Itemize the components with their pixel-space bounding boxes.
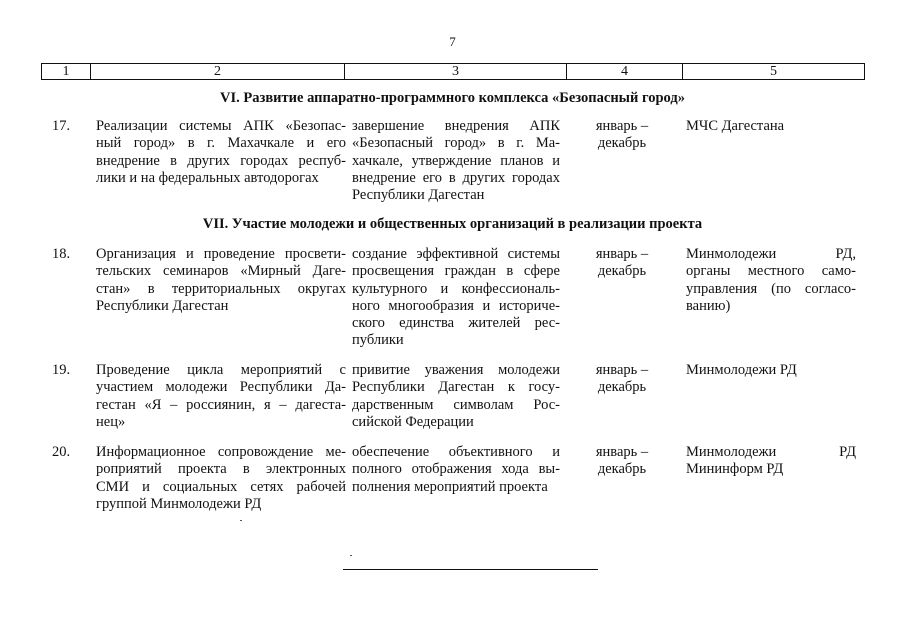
text-line: органы местного само- <box>686 263 856 280</box>
result-cell <box>352 444 560 496</box>
text-line: «Безопасный город» в г. Ма- <box>352 135 560 152</box>
text-line: Мининформ РД <box>686 461 784 478</box>
text-line: Республики Дагестан <box>352 187 485 204</box>
result-cell <box>352 362 560 431</box>
column-number-3: 3 <box>345 64 567 80</box>
text-line: дарственным символам Рос- <box>352 396 560 413</box>
text-line: ского единства жителей рес- <box>352 315 560 332</box>
text-line: Реализации системы АПК «Безопас- <box>96 118 346 134</box>
responsible-cell <box>686 246 856 315</box>
result-cell <box>352 246 560 350</box>
text-line: декабрь <box>597 379 647 396</box>
text-line: создание эффективной системы <box>352 246 560 262</box>
column-number-5: 5 <box>683 64 865 80</box>
period-cell <box>582 246 662 281</box>
text-line: январь – <box>595 362 649 378</box>
period-cell <box>582 444 662 479</box>
period-cell <box>582 118 662 153</box>
text-line: СМИ и социальных сетях рабочей <box>96 478 346 495</box>
text-line: культурного и конфессиональ- <box>352 280 560 297</box>
text-line: декабрь <box>597 135 647 152</box>
row-number: 18. <box>52 246 71 262</box>
row-number: 19. <box>52 362 71 378</box>
text-line: привитие уважения молодежи <box>352 362 560 378</box>
text-line: декабрь <box>597 263 647 280</box>
text-line: Информационное сопровождение ме- <box>96 444 346 460</box>
text-line: тельских семинаров «Мирный Даге- <box>96 263 346 280</box>
activity-cell <box>96 444 346 513</box>
result-cell <box>352 118 560 204</box>
text-line: внедрение в других городах респуб- <box>96 152 346 169</box>
text-line: ванию) <box>686 297 731 314</box>
activity-cell <box>96 118 346 187</box>
text-line: МЧС Дагестана <box>686 118 785 134</box>
column-number-2: 2 <box>91 64 345 80</box>
footer-rule <box>343 569 598 570</box>
text-line: хачкале, утверждение планов и <box>352 152 560 169</box>
text-line: группой Минмолодежи РД <box>96 495 262 512</box>
activity-cell <box>96 362 346 431</box>
row-number: 20. <box>52 444 71 460</box>
text-line: январь – <box>595 246 649 262</box>
text-line: ный город» в г. Махачкале и его <box>96 135 346 152</box>
text-line: роприятий проекта в электронных <box>96 461 346 478</box>
section-heading: VI. Развитие аппаратно-программного комплекса «Безопасный город» <box>220 90 685 106</box>
activity-cell <box>96 246 346 315</box>
responsible-cell <box>686 362 856 379</box>
column-number-4: 4 <box>567 64 683 80</box>
scan-speck <box>240 520 242 521</box>
text-line: Республики Дагестан к госу- <box>352 379 560 396</box>
column-number-header <box>41 63 865 80</box>
text-line: сийской Федерации <box>352 413 474 430</box>
text-line: просвещения граждан в сфере <box>352 263 560 280</box>
responsible-cell <box>686 118 856 135</box>
responsible-cell <box>686 444 856 479</box>
text-line: публики <box>352 332 404 349</box>
page-number: 7 <box>449 34 456 49</box>
text-line: завершение внедрения АПК <box>352 118 560 134</box>
text-line: участием молодежи Республики Да- <box>96 379 346 396</box>
text-line: обеспечение объективного и <box>352 444 560 460</box>
text-line: внедрение его в других городах <box>352 169 560 186</box>
text-line: ного многообразия и историче- <box>352 297 560 314</box>
scan-speck <box>350 555 352 556</box>
text-line: гестан «Я – россиянин, я – дагеста- <box>96 396 346 413</box>
text-line: Республики Дагестан <box>96 297 229 314</box>
text-line: лики и на федеральных автодорогах <box>96 169 319 186</box>
period-cell <box>582 362 662 397</box>
text-line: декабрь <box>597 461 647 478</box>
text-line: Проведение цикла мероприятий с <box>96 362 346 378</box>
text-line: стан» в территориальных округах <box>96 280 346 297</box>
text-line: полного отображения хода вы- <box>352 461 560 478</box>
row-number: 17. <box>52 118 71 134</box>
text-line: январь – <box>595 444 649 460</box>
text-line: Минмолодежи РД <box>686 362 797 378</box>
column-number-1: 1 <box>42 64 91 80</box>
text-line: Минмолодежи РД <box>686 444 856 460</box>
text-line: январь – <box>595 118 649 134</box>
text-line: нец» <box>96 413 126 430</box>
text-line: Организация и проведение просвети- <box>96 246 346 262</box>
text-line: управления (по согласо- <box>686 280 856 297</box>
section-heading: VII. Участие молодежи и общественных организаций в реализации проекта <box>202 216 703 232</box>
text-line: Минмолодежи РД, <box>686 246 856 262</box>
text-line: полнения мероприятий проекта <box>352 478 548 495</box>
